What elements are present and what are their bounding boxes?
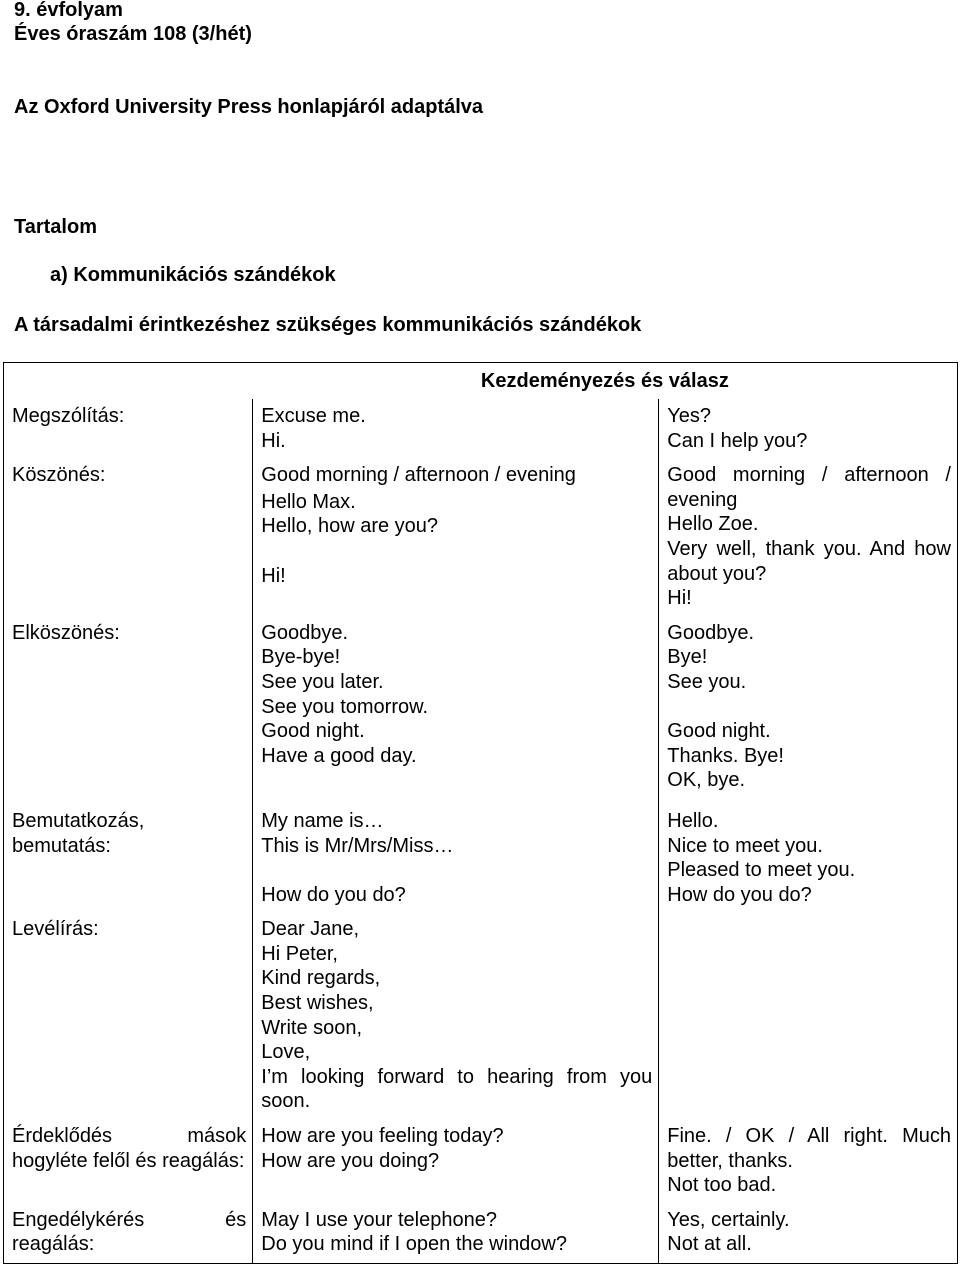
initiation-line: How are you doing? <box>261 1149 440 1172</box>
initiation-line: Bye-bye! <box>261 646 341 669</box>
response-line: Nice to meet you. <box>667 834 823 857</box>
initiation-line: See you later. <box>261 670 384 693</box>
initiation-cell <box>253 399 659 453</box>
row-label: Levélírás: <box>4 907 253 1114</box>
spacer <box>261 858 652 883</box>
initiation-line: Write soon, <box>261 1016 363 1039</box>
response-cell <box>659 793 958 907</box>
section-heading: a) Kommunikációs szándékok <box>50 264 336 286</box>
response-line: Yes? <box>667 405 712 427</box>
response-line: Yes, certainly. <box>667 1208 790 1231</box>
table-row <box>4 453 958 611</box>
response-line: Not too bad. <box>667 1174 777 1197</box>
grade-title: 9. évfolyam <box>14 0 123 21</box>
initiation-line: Do you mind if I open the window? <box>261 1233 567 1256</box>
annual-hours: Éves óraszám 108 (3/hét) <box>14 23 252 45</box>
initiation-line: Hi! <box>261 564 286 587</box>
initiation-line: Dear Jane, <box>261 918 360 941</box>
initiation-line: See you tomorrow. <box>261 695 429 718</box>
source-note: Az Oxford University Press honlapjáról adaptálva <box>14 96 484 118</box>
initiation-line: How are you feeling today? <box>261 1125 504 1148</box>
table-row <box>4 907 958 1114</box>
initiation-line: Best wishes, <box>261 992 374 1015</box>
row-label <box>4 793 253 907</box>
initiation-cell <box>253 453 659 611</box>
response-cell <box>659 907 958 1114</box>
response-line: Hello. <box>667 809 719 832</box>
initiation-line: This is Mr/Mrs/Miss… <box>261 834 454 857</box>
response-line: Good night. <box>667 720 771 743</box>
initiation-line: Goodbye. <box>261 621 348 644</box>
response-line: Good morning / afternoon / evening <box>667 464 951 511</box>
initiation-line: Good morning / afternoon / evening <box>261 464 576 487</box>
row-label: Megszólítás: <box>4 399 253 453</box>
row-label-text: Érdeklődés mások hogyléte felől és reagálás: <box>12 1125 247 1172</box>
response-line: How do you do? <box>667 883 812 906</box>
table-row <box>4 1114 958 1198</box>
initiation-line: My name is… <box>261 809 384 832</box>
row-label: Elköszönés: <box>4 611 253 793</box>
initiation-cell <box>253 907 659 1114</box>
initiation-line: I’m looking forward to hearing from you soon. <box>261 1065 653 1113</box>
response-cell <box>659 453 958 611</box>
header-empty-cell <box>4 363 253 400</box>
response-line: Very well, thank you. And how about you? <box>667 537 951 585</box>
response-line: See you. <box>667 670 747 693</box>
table-header-row <box>4 363 958 400</box>
response-line: Hi! <box>667 587 692 610</box>
initiation-cell <box>253 1198 659 1264</box>
table-header: Kezdeményezés és válasz <box>253 363 958 400</box>
initiation-cell <box>253 1114 659 1198</box>
table-row <box>4 611 958 793</box>
initiation-line: Hello, how are you? <box>261 515 439 538</box>
row-label-text: Bemutatkozás, bemutatás: <box>12 809 145 857</box>
initiation-line: Have a good day. <box>261 744 417 767</box>
table-row <box>4 793 958 907</box>
table-row <box>4 1198 958 1264</box>
initiation-line: May I use your telephone? <box>261 1208 497 1231</box>
row-label: Köszönés: <box>4 453 253 611</box>
initiation-line: How do you do? <box>261 883 406 906</box>
response-line: Thanks. Bye! <box>667 744 784 767</box>
response-line: Not at all. <box>667 1233 752 1256</box>
spacer <box>261 539 652 564</box>
response-line: Bye! <box>667 646 708 669</box>
initiation-line: Excuse me. <box>261 405 366 427</box>
response-cell <box>659 399 958 453</box>
initiation-cell <box>253 793 659 907</box>
response-line: OK, bye. <box>667 769 746 792</box>
response-cell <box>659 1114 958 1198</box>
initiation-line: Hi Peter, <box>261 942 338 965</box>
communication-table <box>3 362 958 1264</box>
response-cell <box>659 611 958 793</box>
initiation-line: Good night. <box>261 720 365 743</box>
subsection-heading: A társadalmi érintkezéshez szükséges kommunikációs szándékok <box>14 314 642 336</box>
response-line: Goodbye. <box>667 621 754 644</box>
initiation-line: Hi. <box>261 429 286 452</box>
row-label <box>4 1198 253 1264</box>
response-line: Fine. / OK / All right. Much better, thanks. <box>667 1125 951 1172</box>
initiation-line: Love, <box>261 1041 311 1064</box>
table-row <box>4 399 958 453</box>
response-cell <box>659 1198 958 1264</box>
initiation-line: Hello Max. <box>261 490 356 513</box>
response-line: Hello Zoe. <box>667 513 759 536</box>
response-line: Can I help you? <box>667 429 808 452</box>
initiation-cell <box>253 611 659 793</box>
row-label-text: Engedélykérés és reagálás: <box>12 1208 247 1256</box>
spacer <box>667 695 951 720</box>
contents-heading: Tartalom <box>14 216 97 238</box>
row-label <box>4 1114 253 1198</box>
response-line: Pleased to meet you. <box>667 859 856 882</box>
initiation-line: Kind regards, <box>261 967 381 990</box>
